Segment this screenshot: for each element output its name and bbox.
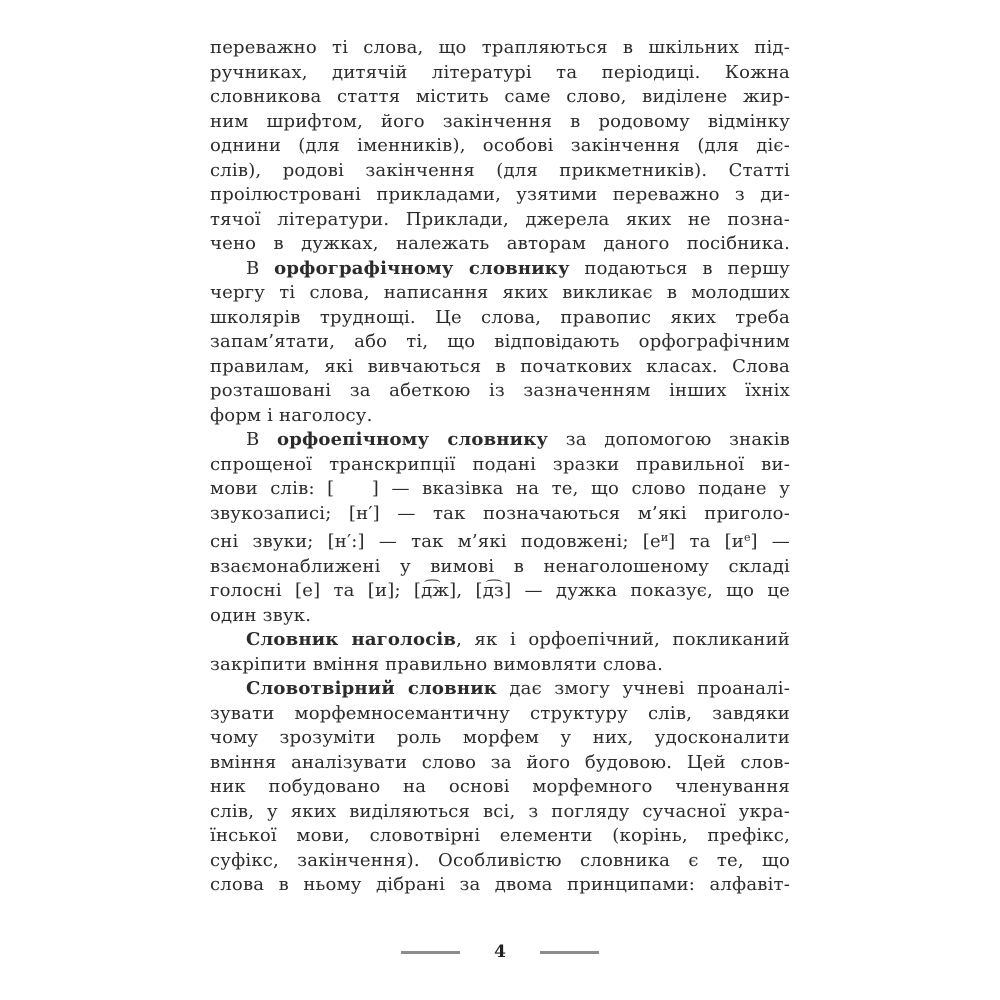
text-line: слів, у яких виділяються всі, з погляду сучасної укра- (210, 800, 790, 822)
text-line: вміння аналізувати слово за його будовою. Цей слов- (210, 751, 790, 773)
text-line: слів), родові закінчення (для прикметників). Статті (210, 159, 790, 181)
text-line: проілюстровані прикладами, узятими переважно з ди- (210, 184, 790, 205)
paragraph (210, 428, 790, 628)
footer-rule-right (540, 951, 599, 954)
text-line: тячої літератури. Приклади, джерела яких не позна- (210, 208, 790, 230)
text-line: їнської мови, словотвірні елементи (корінь, префікс, (210, 825, 790, 846)
paragraph (210, 36, 790, 257)
text-line: слова в ньому дібрані за двома принципами: алфавіт- (210, 874, 790, 895)
text-line: чому зрозуміти роль морфем у них, удосконалити (210, 727, 790, 748)
text-line: суфікс, закінчення). Особливістю словника є те, що (210, 849, 790, 871)
text-line: правилам, які вивчаються в початкових класах. Слова (210, 355, 790, 377)
page-footer (0, 942, 1000, 962)
text-line: Словотвірний словник дає змогу учневі проаналі- (246, 678, 790, 699)
text-line: сні звуки; [н′:] — так м’які подовжені; $[е^и]$ та $[и^е]$ — (210, 531, 790, 552)
text-block (210, 36, 790, 898)
text-line: розташовані за абеткою із зазначенням інших їхніх (210, 380, 790, 401)
text-line: зувати морфемносемантичну структуру слів, завдяки (210, 702, 790, 724)
text-line: форм і наголосу. (210, 404, 373, 426)
text-line: Словник наголосів, як і орфоепічний, покликаний (246, 629, 790, 650)
text-line: чено в дужках, належать авторам даного посібника. (210, 233, 790, 254)
text-line: закріпити вміння правильно вимовляти слова. (210, 653, 663, 675)
text-line: ник побудовано на основі морфемного членування (210, 776, 790, 797)
text-line: запам’ятати, або ті, що відповідають орфографічним (210, 331, 790, 352)
page-number: 4 (494, 942, 506, 962)
text-line: словникова стаття містить саме слово, виділене жир- (210, 86, 790, 107)
paragraph (210, 628, 790, 677)
text-line: В орфоепічному словнику за допомогою знаків (246, 429, 790, 450)
text-line: школярів труднощі. Це слова, правопис яких треба (210, 306, 790, 328)
text-line: В орфографічному словнику подаються в першу (246, 257, 790, 279)
paragraph (210, 677, 790, 898)
paragraph (210, 257, 790, 429)
text-line: спрощеної транскрипції подані зразки правильної ви- (210, 453, 790, 475)
text-line: ручниках, дитячій літературі та періодиці. Кожна (210, 61, 790, 83)
text-line: взаємонаближені у вимові в ненаголошеному складі (210, 555, 790, 577)
text-line: ним шрифтом, його закінчення в родовому відмінку (210, 110, 790, 132)
text-line: один звук. (210, 604, 312, 626)
text-line: чергу ті слова, написання яких викликає в молодших (210, 282, 790, 303)
text-line: переважно ті слова, що трапляються в шкільних під- (210, 37, 790, 58)
footer-rule-left (401, 951, 460, 954)
text-line: звукозаписі; [н′] — так позначаються м’які приголо- (210, 502, 790, 524)
text-line: голосні [е] та [и]; [д͡ж], [д͡з] — дужка показує, що це (210, 580, 790, 601)
text-line: однини (для іменників), особові закінчення (для діє- (210, 135, 790, 156)
text-line: мови слів: [ ] — вказівка на те, що слово подане у (210, 478, 790, 499)
